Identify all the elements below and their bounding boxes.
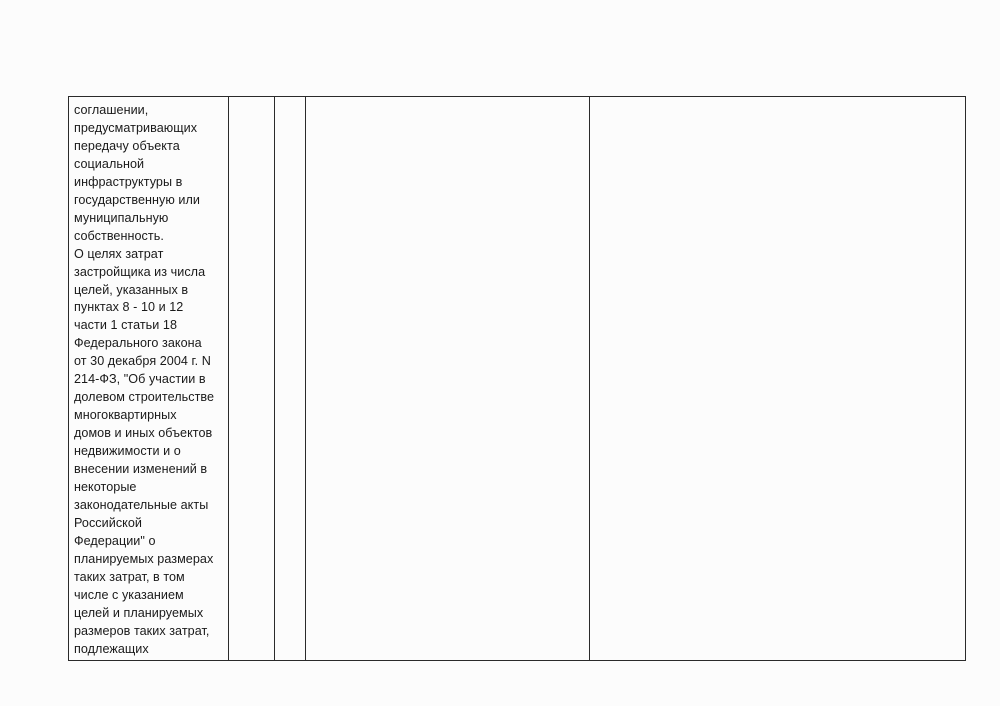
text-line: размеров таких затрат, bbox=[74, 623, 210, 638]
text-line: части 1 статьи 18 bbox=[74, 318, 178, 333]
text-line: Федерации" о bbox=[74, 533, 156, 548]
text-line: инфраструктуры в bbox=[74, 174, 183, 189]
text-line: Российской bbox=[74, 515, 143, 530]
text-line: подлежащих bbox=[74, 641, 149, 656]
text-line: многоквартирных bbox=[74, 408, 177, 423]
table-cell-empty bbox=[275, 97, 306, 661]
text-line: законодательные акты bbox=[74, 497, 209, 512]
text-line: планируемых размерах bbox=[74, 551, 214, 566]
text-line: государственную или bbox=[74, 192, 200, 207]
text-line: таких затрат, в том bbox=[74, 569, 185, 584]
text-line: 214-ФЗ, "Об участии в bbox=[74, 372, 206, 387]
table-cell-empty bbox=[590, 97, 966, 661]
text-line: Федерального закона bbox=[74, 336, 202, 351]
text-line: целей, указанных в bbox=[74, 282, 189, 297]
table-cell-description bbox=[69, 97, 229, 661]
text-line: долевом строительстве bbox=[74, 390, 215, 405]
text-line: пунктах 8 - 10 и 12 bbox=[74, 300, 184, 315]
text-line: застройщика из числа bbox=[74, 264, 206, 279]
text-line: предусматривающих bbox=[74, 120, 198, 135]
text-line: муниципальную bbox=[74, 210, 169, 225]
text-line: домов и иных объектов bbox=[74, 426, 213, 441]
text-line: недвижимости и о bbox=[74, 444, 181, 459]
text-line: соглашении, bbox=[74, 103, 149, 117]
text-line: собственность. bbox=[74, 228, 164, 243]
text-line: от 30 декабря 2004 г. N bbox=[74, 354, 211, 369]
cell-text-block bbox=[69, 97, 228, 659]
table-cell-empty bbox=[229, 97, 275, 661]
text-line: социальной bbox=[74, 156, 145, 171]
table-row bbox=[69, 97, 966, 661]
table-cell-empty bbox=[306, 97, 590, 661]
document-table bbox=[68, 96, 966, 661]
text-line: внесении изменений в bbox=[74, 462, 208, 477]
text-line: числе с указанием bbox=[74, 587, 184, 602]
text-line: некоторые bbox=[74, 480, 137, 495]
text-line: целей и планируемых bbox=[74, 605, 204, 620]
text-line: О целях затрат bbox=[74, 246, 164, 261]
text-line: передачу объекта bbox=[74, 138, 180, 153]
